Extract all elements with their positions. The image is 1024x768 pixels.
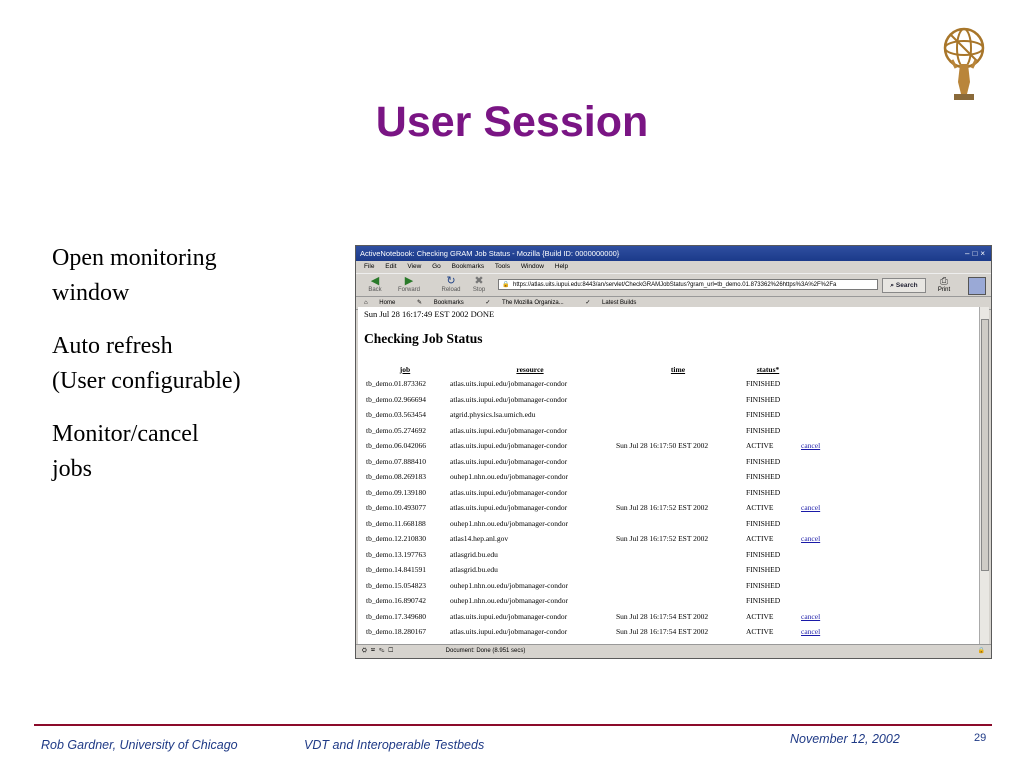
forward-button[interactable]: ▶ Forward [394, 275, 424, 293]
empty-action-cell [793, 407, 833, 423]
table-row [363, 531, 833, 547]
job-cell: tb_demo.10.493077 [366, 503, 426, 513]
resource-cell: atlas.uits.iupui.edu/jobmanager-condor [450, 441, 568, 451]
mozilla-icon: ✓ [485, 300, 491, 306]
mail-icon[interactable]: ✉ [370, 648, 379, 654]
resource-cell: ouhep1.nhn.ou.edu/jobmanager-condor [450, 580, 568, 590]
time-cell [613, 562, 743, 578]
status-cell: FINISHED [746, 596, 781, 606]
time-cell: Sun Jul 28 16:17:54 EST 2002 [616, 611, 709, 621]
slide-title: User Session [375, 98, 649, 146]
cancel-link[interactable]: cancel [801, 611, 821, 621]
job-cell: tb_demo.15.054823 [366, 580, 426, 590]
empty-action-cell [793, 562, 833, 578]
table-row [363, 609, 833, 625]
empty-action-cell [793, 578, 833, 594]
url-input[interactable]: 🔒 https://atlas.uits.iupui.edu:8443/an/servlet/CheckGRAMJobStatus?gram_url=tb_demo.01.873362%26https%3A%2F%2Fa [498, 279, 878, 290]
table-row [363, 438, 833, 454]
col-job-header[interactable]: job [399, 364, 411, 374]
empty-action-cell [793, 376, 833, 392]
time-cell [613, 407, 743, 423]
table-row [363, 392, 833, 408]
resource-cell: atlasgrid.bu.edu [450, 549, 498, 559]
job-cell: tb_demo.07.888410 [366, 456, 426, 466]
window-controls [965, 246, 988, 261]
table-row [363, 376, 833, 392]
job-cell: tb_demo.02.966694 [366, 394, 426, 404]
status-cell: FINISHED [746, 565, 781, 575]
status-cell: FINISHED [746, 487, 781, 497]
cancel-link[interactable]: cancel [801, 503, 821, 513]
table-row [363, 578, 833, 594]
status-icons [356, 645, 444, 658]
table-row [363, 593, 833, 609]
job-cell: tb_demo.09.139180 [366, 487, 426, 497]
bookmark-icon: ✎ [416, 300, 423, 306]
addressbook-icon[interactable]: ☐ [388, 648, 398, 654]
time-cell: Sun Jul 28 16:17:54 EST 2002 [616, 627, 709, 637]
job-cell: tb_demo.14.841591 [366, 565, 426, 575]
builds-icon: ✓ [585, 300, 591, 306]
job-cell: tb_demo.03.563454 [366, 410, 426, 420]
table-header-row [363, 362, 833, 376]
printer-icon: ⎙ [940, 276, 948, 287]
window-title: ActiveNotebook: Checking GRAM Job Status - Mozilla {Build ID: 0000000000} [360, 249, 620, 258]
status-cell: FINISHED [746, 379, 781, 389]
bullet-list [52, 241, 342, 505]
table-row [363, 547, 833, 563]
status-cell: FINISHED [746, 580, 781, 590]
resource-cell: ouhep1.nhn.ou.edu/jobmanager-condor [450, 472, 568, 482]
latest-builds-link[interactable]: ✓ Latest Builds [585, 300, 637, 306]
resource-cell: atlas.uits.iupui.edu/jobmanager-condor [450, 503, 568, 513]
empty-action-cell [793, 593, 833, 609]
home-link[interactable]: ⌂ Home [364, 300, 396, 306]
table-row [363, 516, 833, 532]
maximize-icon[interactable]: □ [972, 249, 981, 258]
table-row [363, 407, 833, 423]
resource-cell: atlas.uits.iupui.edu/jobmanager-condor [450, 627, 568, 637]
resource-cell: atlas.uits.iupui.edu/jobmanager-condor [450, 487, 568, 497]
bookmarks-link[interactable]: ✎ Bookmarks [416, 300, 464, 306]
browser-window [355, 245, 992, 659]
footer-date: November 12, 2002 [790, 732, 900, 746]
menu-view[interactable]: View [407, 263, 422, 270]
status-cell: ACTIVE [746, 441, 774, 451]
empty-action-cell [793, 485, 833, 501]
menu-edit[interactable]: Edit [385, 263, 397, 270]
time-cell [613, 423, 743, 439]
empty-action-cell [793, 469, 833, 485]
cancel-link[interactable]: cancel [801, 627, 821, 637]
empty-action-cell [793, 454, 833, 470]
status-cell: ACTIVE [746, 627, 774, 637]
time-cell [613, 454, 743, 470]
col-action-header [793, 362, 833, 376]
bullet-monitor-cancel: Monitor/cancel jobs [52, 421, 199, 482]
status-bar [356, 644, 991, 658]
empty-action-cell [793, 392, 833, 408]
stop-icon: ✖ [474, 275, 484, 287]
close-icon[interactable]: × [980, 249, 988, 258]
time-cell [613, 392, 743, 408]
status-text: Document: Done (8.951 secs) [445, 648, 526, 654]
lock-icon: 🔒 [502, 282, 510, 288]
security-lock-icon: 🔒 [977, 648, 985, 654]
page-heading: Checking Job Status [364, 331, 483, 346]
resource-cell: atlas.uits.iupui.edu/jobmanager-condor [450, 425, 568, 435]
table-row [363, 454, 833, 470]
search-icon: ⌕ [890, 282, 895, 289]
mozilla-org-link[interactable]: ✓ The Mozilla Organiza... [485, 300, 564, 306]
reload-icon: ↻ [446, 275, 456, 287]
table-row [363, 423, 833, 439]
time-cell: Sun Jul 28 16:17:50 EST 2002 [616, 441, 709, 451]
status-cell: FINISHED [746, 425, 781, 435]
job-cell: tb_demo.13.197763 [366, 549, 426, 559]
table-row [363, 624, 833, 640]
time-cell [613, 547, 743, 563]
resource-cell: atlas.uits.iupui.edu/jobmanager-condor [450, 379, 568, 389]
resource-cell: ouhep1.nhn.ou.edu/jobmanager-condor [450, 518, 568, 528]
job-cell: tb_demo.01.873362 [366, 379, 426, 389]
time-cell [613, 516, 743, 532]
status-cell: FINISHED [746, 410, 781, 420]
menu-bar [356, 261, 991, 273]
minimize-icon[interactable]: – [965, 249, 973, 258]
scrollbar-thumb[interactable] [981, 319, 989, 571]
time-cell: Sun Jul 28 16:17:52 EST 2002 [616, 503, 709, 513]
job-cell: tb_demo.08.269183 [366, 472, 426, 482]
empty-action-cell [793, 516, 833, 532]
resource-cell: atlasgrid.bu.edu [450, 565, 498, 575]
footer-author: Rob Gardner, University of Chicago [41, 738, 238, 752]
page-number: 29 [974, 732, 987, 744]
page-timestamp: Sun Jul 28 16:17:49 EST 2002 DONE [364, 309, 495, 319]
menu-file[interactable]: File [364, 263, 375, 270]
time-cell [613, 485, 743, 501]
menu-help[interactable]: Help [554, 263, 569, 270]
job-cell: tb_demo.11.668188 [366, 518, 426, 528]
job-cell: tb_demo.17.349680 [366, 611, 426, 621]
status-cell: FINISHED [746, 472, 781, 482]
back-arrow-icon: ◀ [370, 275, 380, 287]
menu-bookmarks[interactable]: Bookmarks [451, 263, 485, 270]
table-row [363, 500, 833, 516]
print-button[interactable]: ⎙ Print [932, 276, 956, 293]
stop-button[interactable]: ✖ Stop [464, 275, 494, 293]
menu-window[interactable]: Window [520, 263, 544, 270]
job-status-table [363, 362, 833, 640]
table-row [363, 469, 833, 485]
home-icon: ⌂ [364, 300, 368, 306]
col-status-header[interactable]: status* [756, 364, 780, 374]
table-row [363, 562, 833, 578]
atlas-globe-statue-icon [936, 24, 992, 104]
footer-topic: VDT and Interoperable Testbeds [304, 738, 485, 752]
resource-cell: atlas.uits.iupui.edu/jobmanager-condor [450, 394, 568, 404]
time-cell: Sun Jul 28 16:17:52 EST 2002 [616, 534, 709, 544]
job-cell: tb_demo.16.890742 [366, 596, 426, 606]
resource-cell: atgrid.physics.lsa.umich.edu [450, 410, 536, 420]
job-rows [363, 376, 833, 640]
menu-go[interactable]: Go [432, 263, 441, 270]
resource-cell: atlas.uits.iupui.edu/jobmanager-condor [450, 456, 568, 466]
cancel-link[interactable]: cancel [801, 441, 821, 451]
back-button[interactable]: ◀ Back [360, 275, 390, 293]
job-cell: tb_demo.06.042066 [366, 441, 426, 451]
reload-button[interactable]: ↻ Reload [436, 275, 466, 293]
time-cell [613, 593, 743, 609]
col-resource-header[interactable]: resource [516, 364, 544, 374]
cancel-link[interactable]: cancel [801, 534, 821, 544]
status-cell: ACTIVE [746, 534, 774, 544]
status-cell: ACTIVE [746, 611, 774, 621]
resource-cell: atlas14.hep.anl.gov [450, 534, 509, 544]
status-cell: ACTIVE [746, 503, 774, 513]
status-cell: FINISHED [746, 456, 781, 466]
menu-tools[interactable]: Tools [494, 263, 510, 270]
vertical-scrollbar[interactable] [979, 307, 989, 644]
resource-cell: ouhep1.nhn.ou.edu/jobmanager-condor [450, 596, 568, 606]
time-cell [613, 578, 743, 594]
footer-rule [34, 724, 992, 726]
composer-icon[interactable]: ✎ [378, 648, 389, 654]
forward-arrow-icon: ▶ [404, 275, 414, 287]
empty-action-cell [793, 547, 833, 563]
job-cell: tb_demo.05.274692 [366, 425, 426, 435]
time-cell [613, 469, 743, 485]
page-content [358, 307, 979, 644]
navigator-icon[interactable]: ⛭ [362, 648, 371, 654]
mozilla-throbber-icon [968, 277, 986, 295]
status-cell: FINISHED [746, 549, 781, 559]
time-cell [613, 376, 743, 392]
empty-action-cell [793, 423, 833, 439]
job-cell: tb_demo.18.280167 [366, 627, 426, 637]
search-button[interactable]: ⌕ Search [882, 278, 926, 293]
browser-titlebar [356, 246, 991, 261]
job-cell: tb_demo.12.210830 [366, 534, 426, 544]
resource-cell: atlas.uits.iupui.edu/jobmanager-condor [450, 611, 568, 621]
navigation-toolbar [356, 273, 991, 297]
status-cell: FINISHED [746, 394, 781, 404]
status-cell: FINISHED [746, 518, 781, 528]
table-row [363, 485, 833, 501]
col-time-header[interactable]: time [670, 364, 686, 374]
bullet-open-monitoring: Open monitoring window [52, 245, 217, 306]
bullet-auto-refresh: Auto refresh (User configurable) [52, 333, 241, 394]
